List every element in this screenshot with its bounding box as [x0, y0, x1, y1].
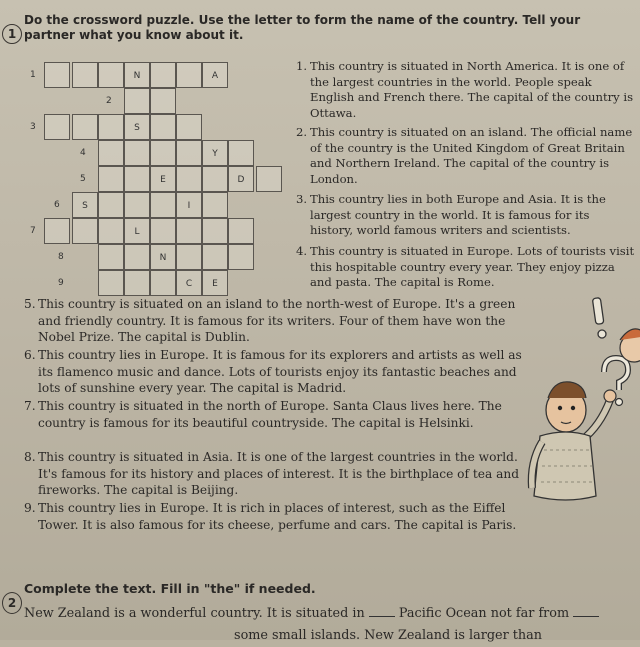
- crossword-cell[interactable]: S: [124, 114, 150, 140]
- crossword-cell[interactable]: I: [176, 192, 202, 218]
- answer-blank[interactable]: [573, 606, 599, 617]
- clue-item: [24, 347, 536, 397]
- crossword-cell[interactable]: L: [124, 218, 150, 244]
- exercise-number: 2: [2, 592, 22, 614]
- clue-item: [296, 192, 636, 239]
- crossword-cell[interactable]: [124, 244, 150, 270]
- crossword-cell[interactable]: [176, 244, 202, 270]
- crossword-cell[interactable]: Y: [202, 140, 228, 166]
- clue-text: This country is situated on an island. The official name of the country is the United Kingdom of Great Britain and Northern Ireland. The capital of the country is London.: [310, 125, 633, 186]
- crossword-cell[interactable]: [228, 244, 254, 270]
- answer-blank[interactable]: [369, 606, 395, 617]
- crossword-cell[interactable]: [176, 62, 202, 88]
- crossword-cell[interactable]: [98, 244, 124, 270]
- crossword-cell[interactable]: [124, 166, 150, 192]
- crossword-cell[interactable]: [124, 270, 150, 296]
- crossword-cell[interactable]: [98, 140, 124, 166]
- crossword-row-number: 7: [30, 226, 36, 236]
- crossword-cell[interactable]: N: [150, 244, 176, 270]
- crossword-cell[interactable]: E: [150, 166, 176, 192]
- clue-item: [24, 398, 536, 431]
- crossword-cell[interactable]: [176, 114, 202, 140]
- crossword-cell[interactable]: [228, 140, 254, 166]
- crossword-cell[interactable]: [202, 192, 228, 218]
- crossword-cell[interactable]: [176, 140, 202, 166]
- crossword-cell[interactable]: [202, 218, 228, 244]
- crossword-cell[interactable]: [150, 270, 176, 296]
- clue-number: 8.: [24, 450, 36, 464]
- crossword-cell[interactable]: [98, 62, 124, 88]
- clue-number: 2.: [296, 125, 308, 139]
- clue-text: This country is situated on an island to the north-west of Europe. It's a green and friendly country. It is famous for its writers. Four of them have won the Nobel Prize. The capital is Dublin.: [38, 297, 516, 344]
- crossword-cell[interactable]: [98, 218, 124, 244]
- crossword-cell[interactable]: [150, 88, 176, 114]
- crossword-cell[interactable]: D: [228, 166, 254, 192]
- clue-text: This country lies in Europe. It is rich in places of interest, such as the Eiffel Tower. It is also famous for its cheese, perfume and cars. The capital is Paris.: [38, 501, 517, 532]
- crossword-cell[interactable]: [256, 166, 282, 192]
- crossword-cell[interactable]: [150, 192, 176, 218]
- crossword-cell[interactable]: [44, 62, 70, 88]
- exercise-title: Complete the text. Fill in "the" if needed.: [24, 581, 316, 596]
- crossword-cell[interactable]: [150, 62, 176, 88]
- crossword-cell[interactable]: [98, 270, 124, 296]
- crossword-cell[interactable]: [98, 166, 124, 192]
- clue-item: [24, 500, 536, 533]
- crossword-cell[interactable]: S: [72, 192, 98, 218]
- clue-text: This country lies in both Europe and Asia. It is the largest country in the world. It is famous for its history, world famous writers and scientists.: [310, 192, 606, 237]
- text-segment: Pacific Ocean not far from: [398, 606, 570, 621]
- text-segment: New Zealand is a wonderful country. It is situated in: [24, 606, 365, 621]
- clue-item: [296, 244, 636, 291]
- crossword-cell[interactable]: [98, 114, 124, 140]
- clue-number: 7.: [24, 399, 36, 413]
- crossword-cell[interactable]: [150, 140, 176, 166]
- clue-text: This country is situated in Asia. It is one of the largest countries in the world. It's famous for its history and places of interest. It is the birthplace of tea and fireworks. The capital is Beijing.: [38, 450, 520, 497]
- clue-number: 1.: [296, 59, 308, 73]
- clue-text: This country lies in Europe. It is famous for its explorers and artists as well as its flamenco music and dance. Lots of tourists enjoy its fantastic beaches and lots of sunshine every year. The capital is Madrid.: [38, 348, 522, 395]
- clue-number: 9.: [24, 501, 36, 515]
- crossword-row-number: 8: [58, 252, 64, 262]
- clue-item: [296, 59, 636, 121]
- crossword-cell[interactable]: C: [176, 270, 202, 296]
- crossword-cell[interactable]: [98, 192, 124, 218]
- exercise-instruction: Do the crossword puzzle. Use the letter to form the name of the country. Tell your partner what you know about it.: [24, 13, 581, 42]
- crossword-cell[interactable]: N: [124, 62, 150, 88]
- clue-text: This country is situated in Europe. Lots of tourists visit this hospitable country every year. They enjoy pizza and pasta. The capital is Rome.: [310, 244, 635, 289]
- crossword-cell[interactable]: [150, 114, 176, 140]
- clue-number: 4.: [296, 244, 308, 258]
- crossword-cell[interactable]: [124, 88, 150, 114]
- crossword-cell[interactable]: [228, 218, 254, 244]
- crossword-row-number: 2: [106, 96, 112, 106]
- clue-number: 3.: [296, 192, 308, 206]
- crossword-cell[interactable]: [44, 218, 70, 244]
- crossword-cell[interactable]: [202, 244, 228, 270]
- crossword-row-number: 3: [30, 122, 36, 132]
- clue-item: [24, 449, 536, 499]
- crossword-cell[interactable]: [124, 192, 150, 218]
- crossword-cell[interactable]: [202, 166, 228, 192]
- clue-number: 6.: [24, 348, 36, 362]
- crossword-cell[interactable]: [124, 140, 150, 166]
- crossword-cell[interactable]: [150, 218, 176, 244]
- crossword-row-number: 6: [54, 200, 60, 210]
- crossword-cell[interactable]: [72, 114, 98, 140]
- crossword-row-number: 9: [58, 278, 64, 288]
- crossword-cell[interactable]: [44, 114, 70, 140]
- clue-item: [24, 296, 536, 346]
- crossword-row-number: 4: [80, 148, 86, 158]
- crossword-cell[interactable]: [72, 62, 98, 88]
- crossword-cell[interactable]: [72, 218, 98, 244]
- exercise-number: 1: [2, 24, 22, 44]
- crossword-row-number: 5: [80, 174, 86, 184]
- clue-text: This country is situated in the north of Europe. Santa Claus lives here. The country is famous for its beautiful countryside. The capital is Helsinki.: [38, 399, 502, 430]
- clue-item: [296, 125, 636, 187]
- crossword-cell[interactable]: [176, 218, 202, 244]
- crossword-cell[interactable]: E: [202, 270, 228, 296]
- clue-text: This country is situated in North America. It is one of the largest countries in the world. People speak English and French there. The capital of the country is Ottawa.: [310, 59, 634, 120]
- crossword-cell[interactable]: [176, 166, 202, 192]
- crossword-row-number: 1: [30, 70, 36, 80]
- clue-number: 5.: [24, 297, 36, 311]
- crossword-cell[interactable]: A: [202, 62, 228, 88]
- exercise-text: [24, 603, 640, 647]
- text-segment: some small islands. New Zealand is larger than: [234, 628, 543, 643]
- boy-illustration: [520, 290, 640, 520]
